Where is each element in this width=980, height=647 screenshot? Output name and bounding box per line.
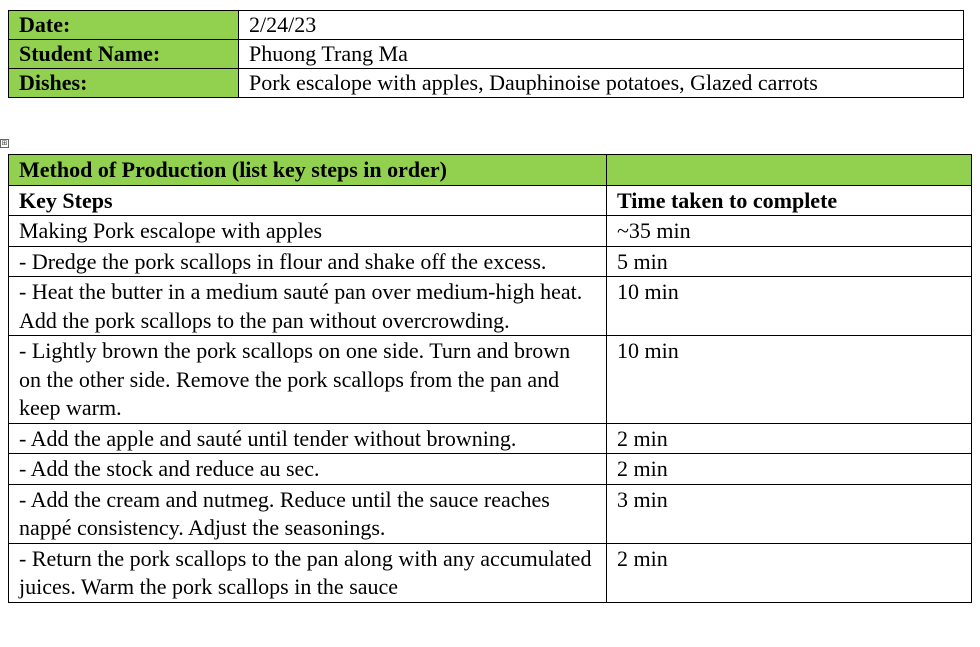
step-text[interactable]: Making Pork escalope with apples (9, 216, 607, 247)
student-name-row (9, 40, 964, 69)
student-name-value[interactable]: Phuong Trang Ma (239, 40, 964, 69)
dishes-value[interactable]: Pork escalope with apples, Dauphinoise potatoes, Glazed carrots (239, 69, 964, 98)
key-steps-header: Key Steps (9, 185, 607, 216)
method-header-row (9, 155, 972, 186)
time-header: Time taken to complete (607, 185, 972, 216)
step-row (9, 543, 972, 602)
dishes-label: Dishes: (9, 69, 239, 98)
method-header-title: Method of Production (list key steps in order) (9, 155, 607, 186)
table-move-handle-icon[interactable]: ⊞ (1, 139, 8, 147)
step-row (9, 216, 972, 247)
step-time[interactable]: 2 min (607, 454, 972, 485)
dishes-row (9, 69, 964, 98)
step-time[interactable]: ~35 min (607, 216, 972, 247)
step-row (9, 277, 972, 336)
step-text[interactable]: - Lightly brown the pork scallops on one side. Turn and brown on the other side. Remove the pork scallops from the pan and keep warm. (9, 336, 607, 424)
date-value[interactable]: 2/24/23 (239, 11, 964, 40)
step-row (9, 484, 972, 543)
step-text[interactable]: - Dredge the pork scallops in flour and shake off the excess. (9, 246, 607, 277)
step-time[interactable]: 10 min (607, 277, 972, 336)
step-text[interactable]: - Add the apple and sauté until tender without browning. (9, 423, 607, 454)
step-text[interactable]: - Add the stock and reduce au sec. (9, 454, 607, 485)
column-header-row (9, 185, 972, 216)
step-row (9, 454, 972, 485)
step-text[interactable]: - Add the cream and nutmeg. Reduce until the sauce reaches nappé consistency. Adjust the seasonings. (9, 484, 607, 543)
step-row (9, 423, 972, 454)
info-table (8, 10, 964, 98)
step-row (9, 246, 972, 277)
step-time[interactable]: 2 min (607, 543, 972, 602)
step-text[interactable]: - Return the pork scallops to the pan along with any accumulated juices. Warm the pork scallops in the sauce (9, 543, 607, 602)
date-label: Date: (9, 11, 239, 40)
date-row (9, 11, 964, 40)
student-name-label: Student Name: (9, 40, 239, 69)
step-text[interactable]: - Heat the butter in a medium sauté pan over medium-high heat. Add the pork scallops to the pan without overcrowding. (9, 277, 607, 336)
method-header-blank (607, 155, 972, 186)
step-time[interactable]: 2 min (607, 423, 972, 454)
step-time[interactable]: 5 min (607, 246, 972, 277)
method-table (8, 154, 972, 603)
step-row (9, 336, 972, 424)
step-time[interactable]: 3 min (607, 484, 972, 543)
step-time[interactable]: 10 min (607, 336, 972, 424)
